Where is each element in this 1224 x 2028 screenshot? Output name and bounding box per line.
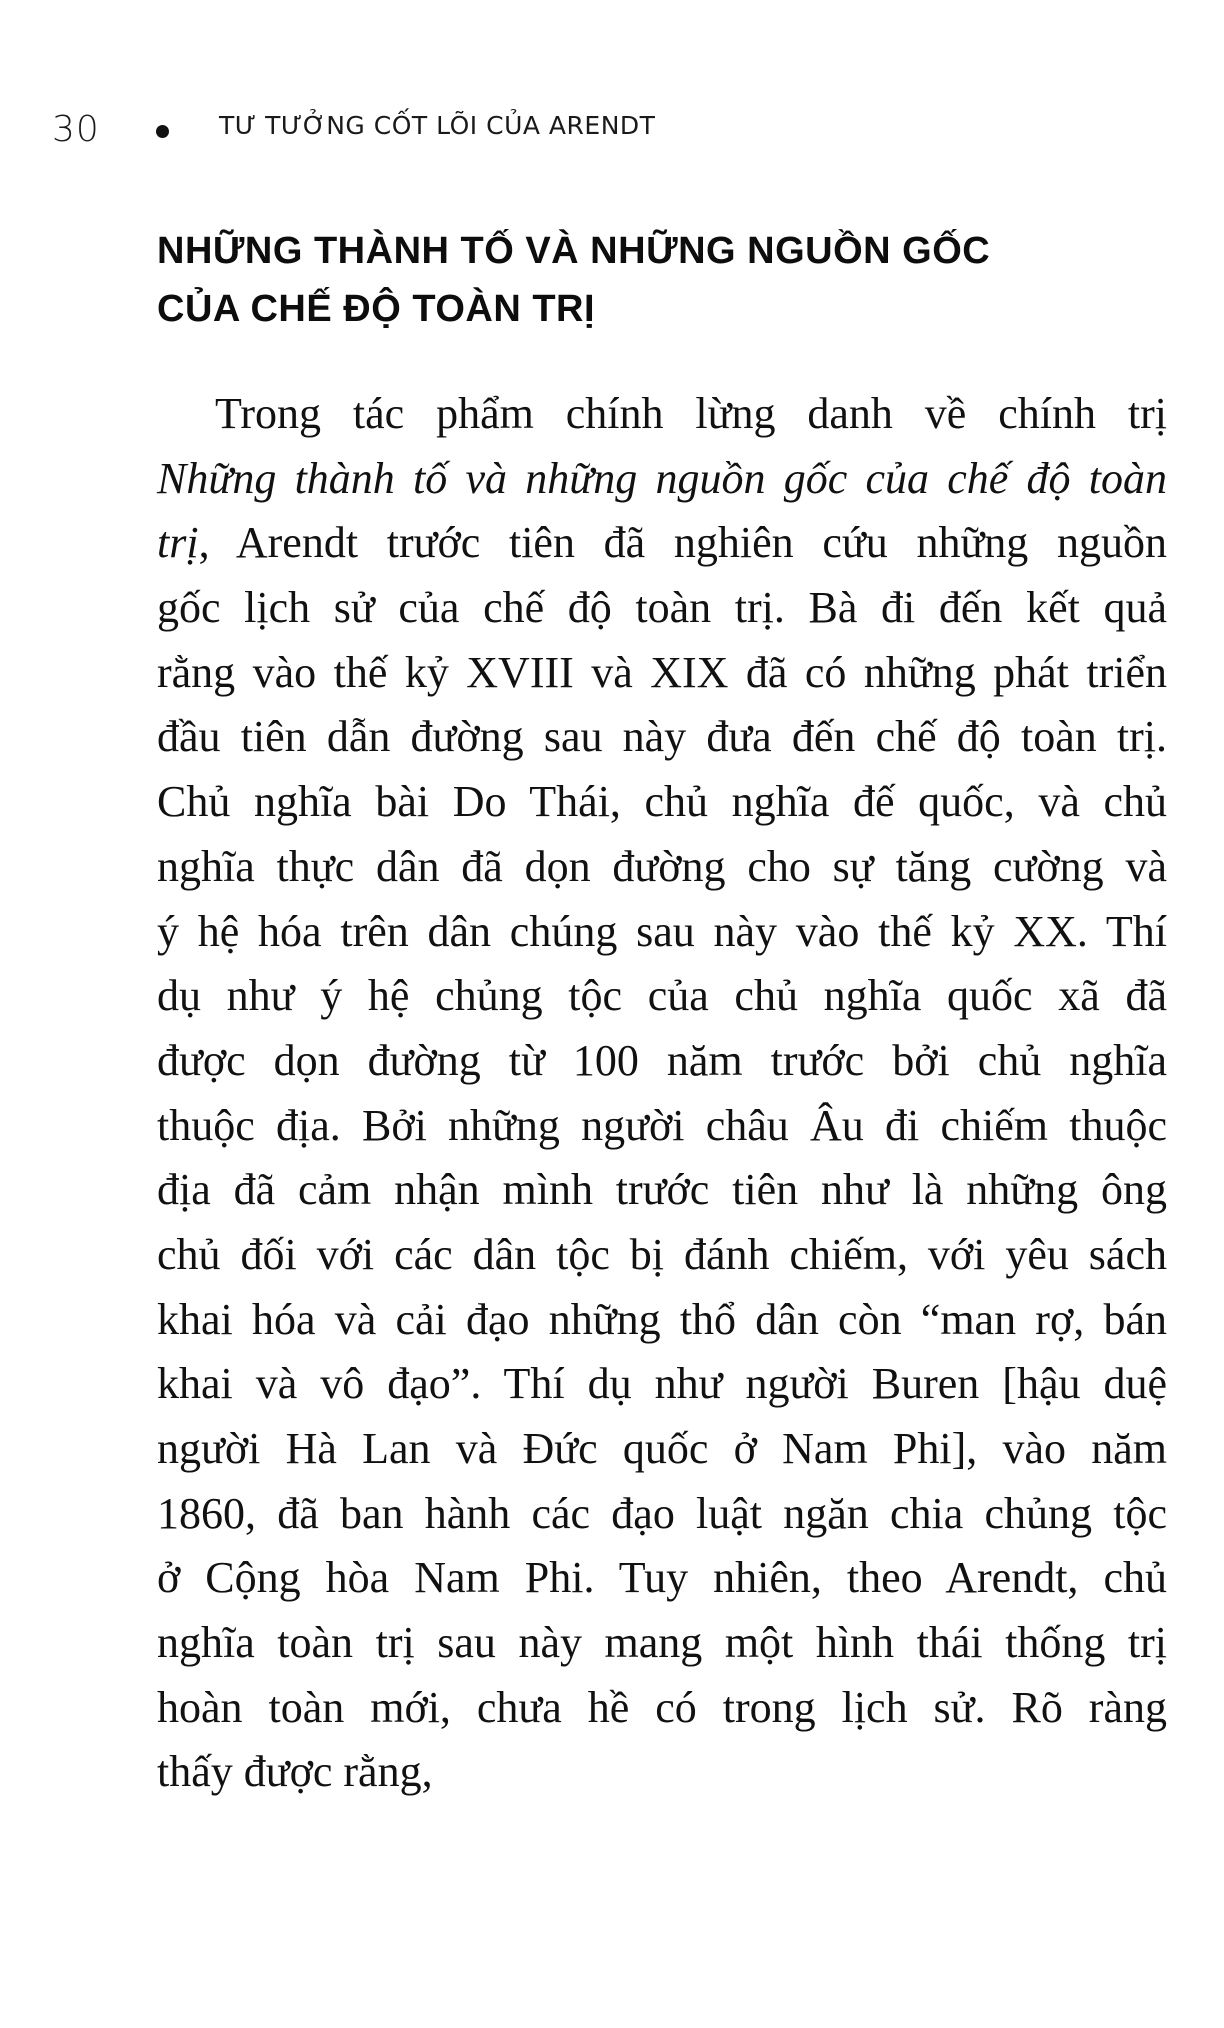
book-title: TƯ TƯỞNG CỐT LÕI CỦA ARENDT [219, 110, 656, 140]
text-line: ở Cộng hòa Nam Phi. Tuy nhiên, theo Arendt, chủ [157, 1553, 1167, 1603]
text-line: nghĩa thực dân đã dọn đường cho sự tăng cường và [157, 841, 1167, 891]
text-line: nghĩa toàn trị sau này mang một hình thái thống trị [157, 1618, 1167, 1668]
chapter-heading-line: CỦA CHẾ ĐỘ TOÀN TRỊ [157, 288, 596, 330]
text-line: hoàn toàn mới, chưa hề có trong lịch sử. Rõ ràng [157, 1682, 1167, 1732]
text-line: Trong tác phẩm chính lừng danh về chính trị [215, 389, 1167, 438]
text-line [157, 447, 1167, 512]
book-title-italic: Những thành tố và những nguồn gốc của chế độ toàn [157, 453, 1167, 503]
text-line: Chủ nghĩa bài Do Thái, chủ nghĩa đế quốc, và chủ [157, 777, 1167, 827]
text-line: địa đã cảm nhận mình trước tiên như là những ông [157, 1165, 1167, 1215]
text-line: thấy được rằng, [157, 1747, 433, 1797]
text-line: dụ như ý hệ chủng tộc của chủ nghĩa quốc xã đã [157, 971, 1167, 1021]
page-number: 30 [52, 108, 100, 150]
chapter-heading-line: NHỮNG THÀNH TỐ VÀ NHỮNG NGUỒN GỐC [157, 230, 991, 272]
text-line: ý hệ hóa trên dân chúng sau này vào thế kỷ XX. Thí [157, 906, 1167, 956]
running-header [52, 104, 655, 154]
text-line: rằng vào thế kỷ XVIII và XIX đã có những phát triển [157, 647, 1167, 697]
chapter-heading [157, 222, 1157, 338]
text-line: thuộc địa. Bởi những người châu Âu đi chiếm thuộc [157, 1100, 1167, 1150]
text-line: chủ đối với các dân tộc bị đánh chiếm, với yêu sách [157, 1229, 1167, 1279]
text-line: 1860, đã ban hành các đạo luật ngăn chia chủng tộc [157, 1488, 1167, 1538]
text-line: gốc lịch sử của chế độ toàn trị. Bà đi đến kết quả [157, 583, 1167, 633]
text-line: người Hà Lan và Đức quốc ở Nam Phi], vào năm [157, 1424, 1167, 1473]
text-line: đầu tiên dẫn đường sau này đưa đến chế độ toàn trị. [157, 712, 1167, 762]
text-line: trị, Arendt trước tiên đã nghiên cứu những nguồn [157, 518, 1167, 568]
text-line: khai hóa và cải đạo những thổ dân còn “man rợ, bán [157, 1294, 1167, 1344]
bullet-dot-icon [156, 125, 169, 138]
text-line: được dọn đường từ 100 năm trước bởi chủ nghĩa [157, 1035, 1167, 1085]
book-title-italic: trị [157, 518, 199, 568]
body-paragraph [157, 382, 1167, 1805]
text-line: khai và vô đạo”. Thí dụ như người Buren [hậu duệ [157, 1359, 1167, 1409]
